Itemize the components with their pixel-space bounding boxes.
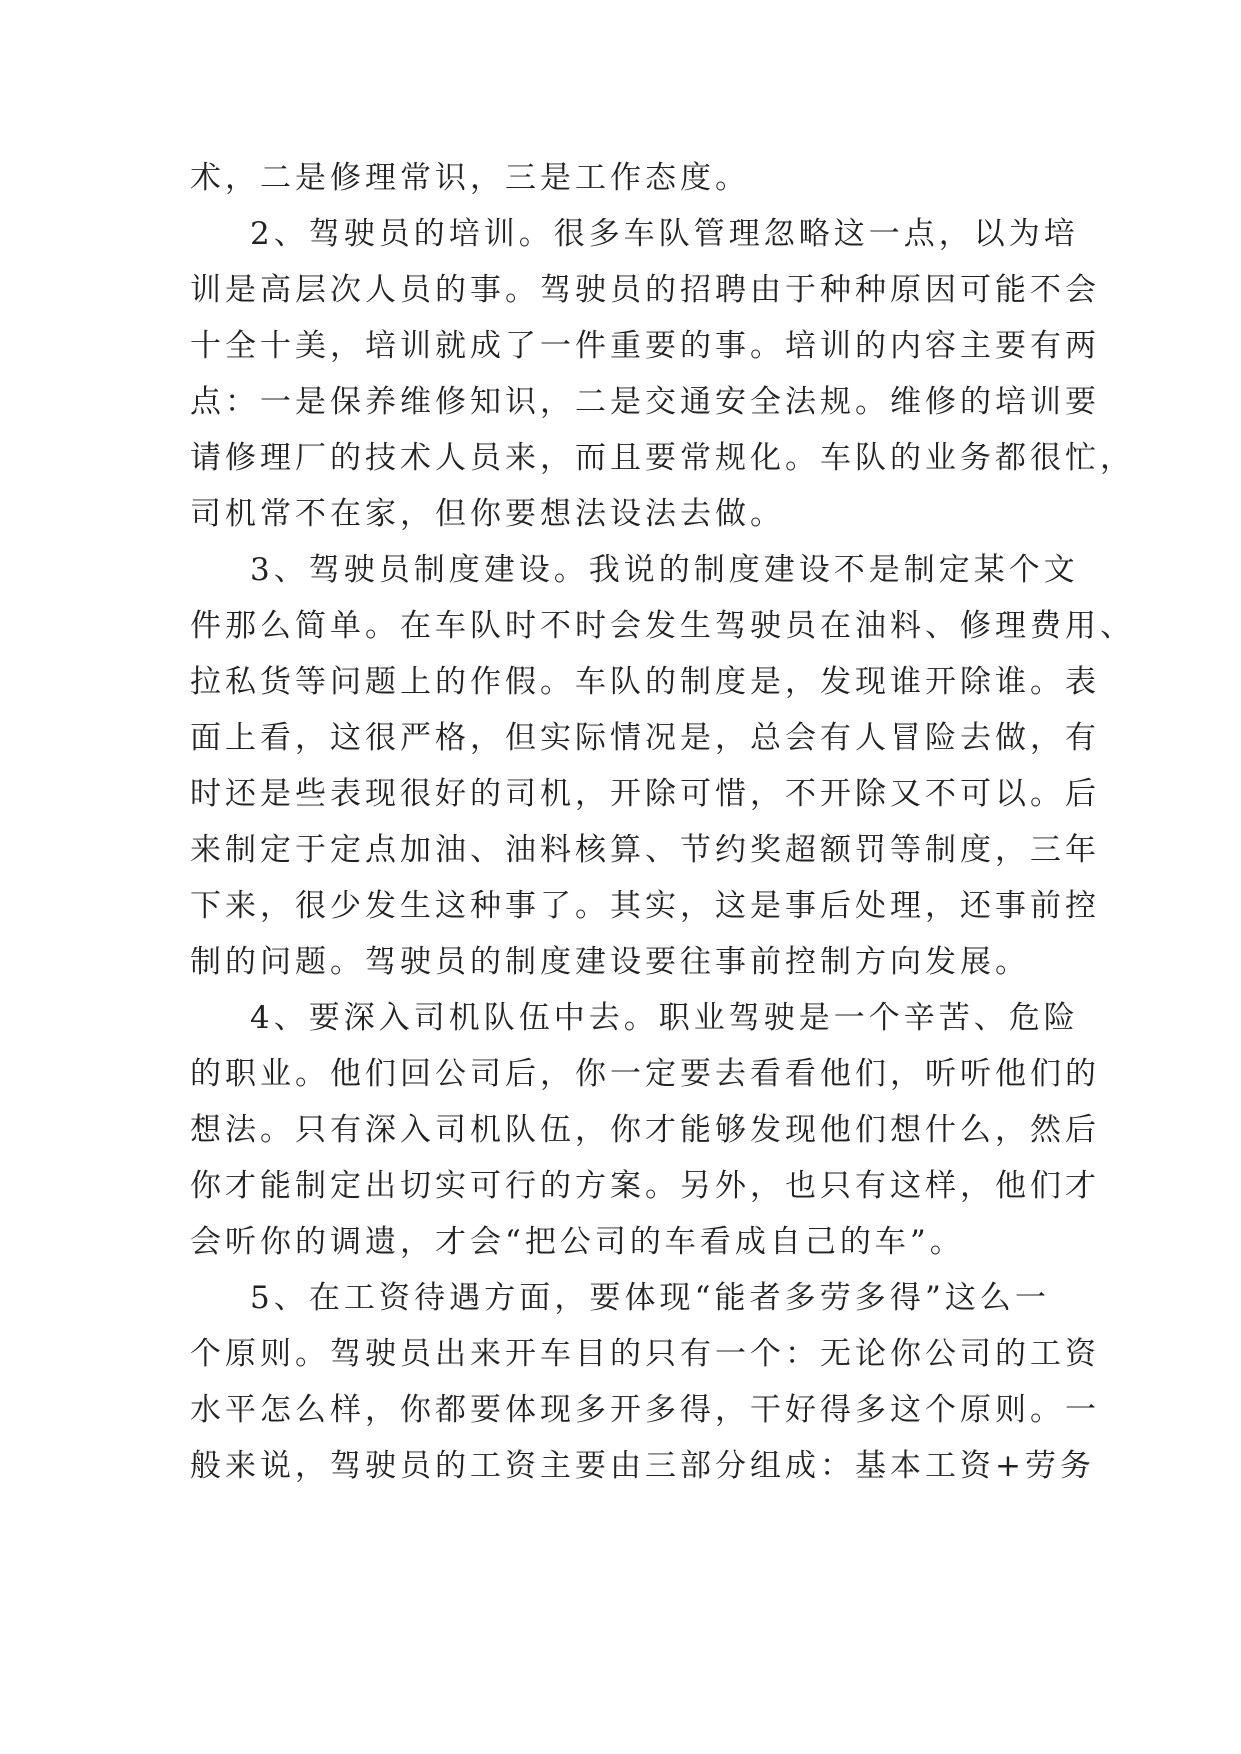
text-line: 术，二是修理常识，三是工作态度。 — [190, 160, 750, 196]
text-line: 训是高层次人员的事。驾驶员的招聘由于种种原因可能不会 — [190, 272, 1100, 308]
text-line: 你才能制定出切实可行的方案。另外，也只有这样，他们才 — [190, 1168, 1100, 1204]
text-line: 3、驾驶员制度建设。我说的制度建设不是制定某个文 — [250, 552, 1079, 588]
text-line: 水平怎么样，你都要体现多开多得，干好得多这个原则。一 — [190, 1392, 1100, 1428]
text-line: 制的问题。驾驶员的制度建设要往事前控制方向发展。 — [190, 944, 1030, 980]
text-line: 5、在工资待遇方面，要体现“能者多劳多得”这么一 — [250, 1280, 1050, 1316]
text-line: 般来说，驾驶员的工资主要由三部分组成：基本工资+劳务 — [190, 1448, 1095, 1484]
text-line: 十全十美，培训就成了一件重要的事。培训的内容主要有两 — [190, 328, 1100, 364]
text-line: 4、要深入司机队伍中去。职业驾驶是一个辛苦、危险 — [250, 1000, 1079, 1036]
text-line: 的职业。他们回公司后，你一定要去看看他们，听听他们的 — [190, 1056, 1100, 1092]
text-line: 时还是些表现很好的司机，开除可惜，不开除又不可以。后 — [190, 776, 1100, 812]
text-line: 面上看，这很严格，但实际情况是，总会有人冒险去做，有 — [190, 720, 1100, 756]
text-line: 拉私货等问题上的作假。车队的制度是，发现谁开除谁。表 — [190, 664, 1100, 700]
text-line: 点：一是保养维修知识，二是交通安全法规。维修的培训要 — [190, 384, 1100, 420]
text-line: 想法。只有深入司机队伍，你才能够发现他们想什么，然后 — [190, 1112, 1100, 1148]
text-line: 个原则。驾驶员出来开车目的只有一个：无论你公司的工资 — [190, 1336, 1100, 1372]
text-line: 请修理厂的技术人员来，而且要常规化。车队的业务都很忙， — [190, 440, 1135, 476]
text-line: 下来，很少发生这种事了。其实，这是事后处理，还事前控 — [190, 888, 1100, 924]
text-line: 2、驾驶员的培训。很多车队管理忽略这一点，以为培 — [250, 216, 1079, 252]
text-line: 件那么简单。在车队时不时会发生驾驶员在油料、修理费用、 — [190, 608, 1135, 644]
text-line: 会听你的调遗，才会“把公司的车看成自己的车”。 — [190, 1224, 965, 1260]
text-line: 来制定于定点加油、油料核算、节约奖超额罚等制度，三年 — [190, 832, 1100, 868]
text-line: 司机常不在家，但你要想法设法去做。 — [190, 496, 785, 532]
